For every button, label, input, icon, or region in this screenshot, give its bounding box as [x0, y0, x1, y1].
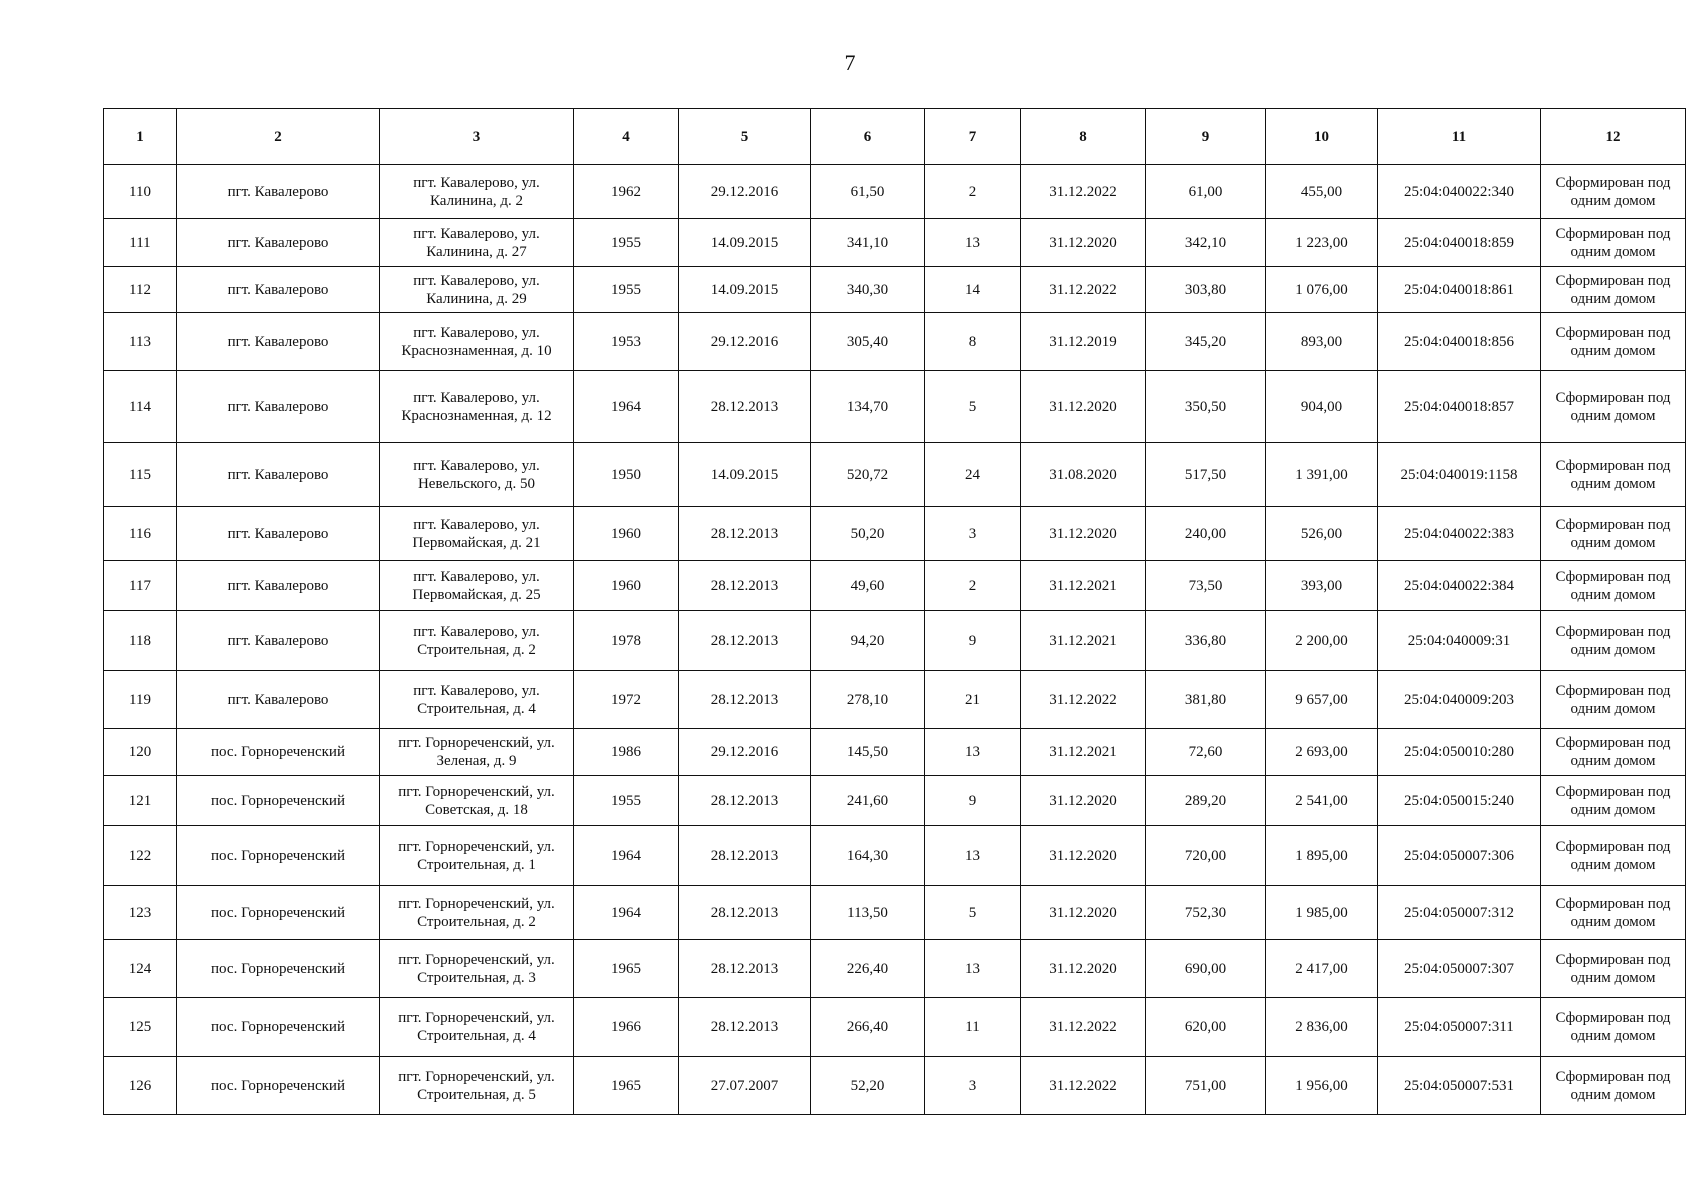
- deadline-cell: 31.12.2021: [1021, 561, 1146, 611]
- status-cell: Сформирован под одним домом: [1541, 940, 1686, 998]
- settlement-cell: пгт. Кавалерово: [177, 671, 380, 729]
- land-area-cell: 393,00: [1266, 561, 1378, 611]
- year-cell: 1955: [574, 267, 679, 313]
- column-header-11: 11: [1378, 109, 1541, 165]
- settlement-cell: пгт. Кавалерово: [177, 561, 380, 611]
- deadline-cell: 31.12.2022: [1021, 1057, 1146, 1115]
- area2-cell: 350,50: [1146, 371, 1266, 443]
- deadline-cell: 31.12.2019: [1021, 313, 1146, 371]
- deadline-cell: 31.12.2022: [1021, 998, 1146, 1057]
- row-number: 124: [104, 940, 177, 998]
- status-cell: Сформирован под одним домом: [1541, 776, 1686, 826]
- table-row: [104, 776, 1686, 826]
- area2-cell: 345,20: [1146, 313, 1266, 371]
- year-cell: 1964: [574, 371, 679, 443]
- cadastre-cell: 25:04:050007:307: [1378, 940, 1541, 998]
- area2-cell: 73,50: [1146, 561, 1266, 611]
- area-cell: 52,20: [811, 1057, 925, 1115]
- year-cell: 1964: [574, 826, 679, 886]
- residents-cell: 14: [925, 267, 1021, 313]
- land-area-cell: 904,00: [1266, 371, 1378, 443]
- row-number: 125: [104, 998, 177, 1057]
- table-row: [104, 611, 1686, 671]
- land-area-cell: 1 223,00: [1266, 219, 1378, 267]
- row-number: 113: [104, 313, 177, 371]
- address-cell: пгт. Горнореченский, ул. Строительная, д. 5: [380, 1057, 574, 1115]
- cadastre-cell: 25:04:040018:861: [1378, 267, 1541, 313]
- date-cell: 14.09.2015: [679, 267, 811, 313]
- row-number: 120: [104, 729, 177, 776]
- status-cell: Сформирован под одним домом: [1541, 219, 1686, 267]
- deadline-cell: 31.12.2022: [1021, 671, 1146, 729]
- cadastre-cell: 25:04:050010:280: [1378, 729, 1541, 776]
- address-cell: пгт. Горнореченский, ул. Зеленая, д. 9: [380, 729, 574, 776]
- residents-cell: 3: [925, 1057, 1021, 1115]
- table-row: [104, 371, 1686, 443]
- area-cell: 145,50: [811, 729, 925, 776]
- date-cell: 28.12.2013: [679, 826, 811, 886]
- residents-cell: 13: [925, 729, 1021, 776]
- settlement-cell: пгт. Кавалерово: [177, 443, 380, 507]
- area-cell: 94,20: [811, 611, 925, 671]
- settlement-cell: пос. Горнореченский: [177, 886, 380, 940]
- column-header-9: 9: [1146, 109, 1266, 165]
- area2-cell: 381,80: [1146, 671, 1266, 729]
- table-row: [104, 443, 1686, 507]
- area-cell: 164,30: [811, 826, 925, 886]
- residents-cell: 13: [925, 940, 1021, 998]
- area2-cell: 620,00: [1146, 998, 1266, 1057]
- settlement-cell: пгт. Кавалерово: [177, 313, 380, 371]
- settlement-cell: пгт. Кавалерово: [177, 611, 380, 671]
- settlement-cell: пос. Горнореченский: [177, 776, 380, 826]
- date-cell: 28.12.2013: [679, 998, 811, 1057]
- area-cell: 520,72: [811, 443, 925, 507]
- cadastre-cell: 25:04:040009:203: [1378, 671, 1541, 729]
- table-header: [104, 109, 1686, 165]
- address-cell: пгт. Горнореченский, ул. Строительная, д. 2: [380, 886, 574, 940]
- land-area-cell: 893,00: [1266, 313, 1378, 371]
- column-header-2: 2: [177, 109, 380, 165]
- address-cell: пгт. Кавалерово, ул. Краснознаменная, д. 12: [380, 371, 574, 443]
- row-number: 118: [104, 611, 177, 671]
- area2-cell: 289,20: [1146, 776, 1266, 826]
- row-number: 121: [104, 776, 177, 826]
- settlement-cell: пгт. Кавалерово: [177, 267, 380, 313]
- year-cell: 1986: [574, 729, 679, 776]
- area2-cell: 61,00: [1146, 165, 1266, 219]
- table-row: [104, 313, 1686, 371]
- date-cell: 29.12.2016: [679, 729, 811, 776]
- cadastre-cell: 25:04:050007:531: [1378, 1057, 1541, 1115]
- settlement-cell: пгт. Кавалерово: [177, 165, 380, 219]
- deadline-cell: 31.12.2022: [1021, 267, 1146, 313]
- settlement-cell: пос. Горнореченский: [177, 998, 380, 1057]
- year-cell: 1964: [574, 886, 679, 940]
- status-cell: Сформирован под одним домом: [1541, 1057, 1686, 1115]
- date-cell: 28.12.2013: [679, 671, 811, 729]
- status-cell: Сформирован под одним домом: [1541, 561, 1686, 611]
- table-row: [104, 826, 1686, 886]
- status-cell: Сформирован под одним домом: [1541, 729, 1686, 776]
- status-cell: Сформирован под одним домом: [1541, 886, 1686, 940]
- address-cell: пгт. Кавалерово, ул. Калинина, д. 2: [380, 165, 574, 219]
- area-cell: 134,70: [811, 371, 925, 443]
- row-number: 110: [104, 165, 177, 219]
- deadline-cell: 31.12.2020: [1021, 940, 1146, 998]
- settlement-cell: пгт. Кавалерово: [177, 507, 380, 561]
- area-cell: 50,20: [811, 507, 925, 561]
- year-cell: 1962: [574, 165, 679, 219]
- status-cell: Сформирован под одним домом: [1541, 371, 1686, 443]
- column-header-10: 10: [1266, 109, 1378, 165]
- area-cell: 113,50: [811, 886, 925, 940]
- year-cell: 1953: [574, 313, 679, 371]
- table-row: [104, 561, 1686, 611]
- residents-cell: 8: [925, 313, 1021, 371]
- deadline-cell: 31.12.2021: [1021, 611, 1146, 671]
- column-header-5: 5: [679, 109, 811, 165]
- status-cell: Сформирован под одним домом: [1541, 267, 1686, 313]
- table-row: [104, 998, 1686, 1057]
- area2-cell: 751,00: [1146, 1057, 1266, 1115]
- column-header-4: 4: [574, 109, 679, 165]
- settlement-cell: пос. Горнореченский: [177, 826, 380, 886]
- residents-cell: 13: [925, 826, 1021, 886]
- area2-cell: 752,30: [1146, 886, 1266, 940]
- area-cell: 341,10: [811, 219, 925, 267]
- year-cell: 1955: [574, 776, 679, 826]
- deadline-cell: 31.12.2022: [1021, 165, 1146, 219]
- cadastre-cell: 25:04:050015:240: [1378, 776, 1541, 826]
- row-number: 114: [104, 371, 177, 443]
- area2-cell: 517,50: [1146, 443, 1266, 507]
- area-cell: 49,60: [811, 561, 925, 611]
- year-cell: 1965: [574, 940, 679, 998]
- cadastre-cell: 25:04:040022:384: [1378, 561, 1541, 611]
- date-cell: 28.12.2013: [679, 776, 811, 826]
- date-cell: 28.12.2013: [679, 940, 811, 998]
- residents-cell: 2: [925, 561, 1021, 611]
- year-cell: 1960: [574, 561, 679, 611]
- land-area-cell: 1 895,00: [1266, 826, 1378, 886]
- date-cell: 29.12.2016: [679, 313, 811, 371]
- settlement-cell: пос. Горнореченский: [177, 1057, 380, 1115]
- land-area-cell: 1 076,00: [1266, 267, 1378, 313]
- area2-cell: 720,00: [1146, 826, 1266, 886]
- row-number: 119: [104, 671, 177, 729]
- residents-cell: 2: [925, 165, 1021, 219]
- area2-cell: 240,00: [1146, 507, 1266, 561]
- address-cell: пгт. Кавалерово, ул. Калинина, д. 29: [380, 267, 574, 313]
- cadastre-cell: 25:04:050007:311: [1378, 998, 1541, 1057]
- deadline-cell: 31.08.2020: [1021, 443, 1146, 507]
- date-cell: 14.09.2015: [679, 219, 811, 267]
- residents-cell: 9: [925, 611, 1021, 671]
- residents-cell: 5: [925, 371, 1021, 443]
- table-row: [104, 165, 1686, 219]
- year-cell: 1965: [574, 1057, 679, 1115]
- address-cell: пгт. Кавалерово, ул. Первомайская, д. 21: [380, 507, 574, 561]
- table-row: [104, 267, 1686, 313]
- table-row: [104, 1057, 1686, 1115]
- row-number: 117: [104, 561, 177, 611]
- address-cell: пгт. Кавалерово, ул. Невельского, д. 50: [380, 443, 574, 507]
- table-row: [104, 886, 1686, 940]
- area2-cell: 336,80: [1146, 611, 1266, 671]
- status-cell: Сформирован под одним домом: [1541, 998, 1686, 1057]
- column-header-12: 12: [1541, 109, 1686, 165]
- land-area-cell: 2 200,00: [1266, 611, 1378, 671]
- date-cell: 29.12.2016: [679, 165, 811, 219]
- settlement-cell: пос. Горнореченский: [177, 729, 380, 776]
- table-row: [104, 729, 1686, 776]
- date-cell: 14.09.2015: [679, 443, 811, 507]
- address-cell: пгт. Кавалерово, ул. Строительная, д. 4: [380, 671, 574, 729]
- table-body: [104, 165, 1686, 1115]
- cadastre-cell: 25:04:050007:312: [1378, 886, 1541, 940]
- date-cell: 28.12.2013: [679, 561, 811, 611]
- cadastre-cell: 25:04:040018:859: [1378, 219, 1541, 267]
- status-cell: Сформирован под одним домом: [1541, 313, 1686, 371]
- cadastre-cell: 25:04:040022:383: [1378, 507, 1541, 561]
- area2-cell: 303,80: [1146, 267, 1266, 313]
- status-cell: Сформирован под одним домом: [1541, 826, 1686, 886]
- deadline-cell: 31.12.2020: [1021, 826, 1146, 886]
- cadastre-cell: 25:04:040022:340: [1378, 165, 1541, 219]
- year-cell: 1960: [574, 507, 679, 561]
- deadline-cell: 31.12.2021: [1021, 729, 1146, 776]
- land-area-cell: 2 417,00: [1266, 940, 1378, 998]
- address-cell: пгт. Кавалерово, ул. Строительная, д. 2: [380, 611, 574, 671]
- residents-cell: 21: [925, 671, 1021, 729]
- date-cell: 28.12.2013: [679, 611, 811, 671]
- row-number: 112: [104, 267, 177, 313]
- status-cell: Сформирован под одним домом: [1541, 611, 1686, 671]
- year-cell: 1966: [574, 998, 679, 1057]
- address-cell: пгт. Горнореченский, ул. Строительная, д. 1: [380, 826, 574, 886]
- cadastre-cell: 25:04:040019:1158: [1378, 443, 1541, 507]
- housing-registry-table: [103, 108, 1686, 1115]
- column-header-3: 3: [380, 109, 574, 165]
- column-header-6: 6: [811, 109, 925, 165]
- row-number: 111: [104, 219, 177, 267]
- land-area-cell: 455,00: [1266, 165, 1378, 219]
- row-number: 122: [104, 826, 177, 886]
- address-cell: пгт. Кавалерово, ул. Краснознаменная, д. 10: [380, 313, 574, 371]
- table-row: [104, 671, 1686, 729]
- deadline-cell: 31.12.2020: [1021, 776, 1146, 826]
- residents-cell: 24: [925, 443, 1021, 507]
- area-cell: 340,30: [811, 267, 925, 313]
- year-cell: 1950: [574, 443, 679, 507]
- status-cell: Сформирован под одним домом: [1541, 671, 1686, 729]
- deadline-cell: 31.12.2020: [1021, 219, 1146, 267]
- header-row: [104, 109, 1686, 165]
- land-area-cell: 1 985,00: [1266, 886, 1378, 940]
- area-cell: 305,40: [811, 313, 925, 371]
- status-cell: Сформирован под одним домом: [1541, 507, 1686, 561]
- settlement-cell: пос. Горнореченский: [177, 940, 380, 998]
- column-header-8: 8: [1021, 109, 1146, 165]
- date-cell: 27.07.2007: [679, 1057, 811, 1115]
- date-cell: 28.12.2013: [679, 886, 811, 940]
- year-cell: 1955: [574, 219, 679, 267]
- row-number: 116: [104, 507, 177, 561]
- deadline-cell: 31.12.2020: [1021, 507, 1146, 561]
- address-cell: пгт. Горнореченский, ул. Строительная, д. 3: [380, 940, 574, 998]
- date-cell: 28.12.2013: [679, 371, 811, 443]
- table-row: [104, 219, 1686, 267]
- area-cell: 226,40: [811, 940, 925, 998]
- area-cell: 278,10: [811, 671, 925, 729]
- land-area-cell: 1 391,00: [1266, 443, 1378, 507]
- cadastre-cell: 25:04:040018:857: [1378, 371, 1541, 443]
- status-cell: Сформирован под одним домом: [1541, 443, 1686, 507]
- area2-cell: 72,60: [1146, 729, 1266, 776]
- area2-cell: 342,10: [1146, 219, 1266, 267]
- address-cell: пгт. Горнореченский, ул. Советская, д. 18: [380, 776, 574, 826]
- year-cell: 1978: [574, 611, 679, 671]
- land-area-cell: 526,00: [1266, 507, 1378, 561]
- residents-cell: 11: [925, 998, 1021, 1057]
- cadastre-cell: 25:04:050007:306: [1378, 826, 1541, 886]
- column-header-1: 1: [104, 109, 177, 165]
- area-cell: 266,40: [811, 998, 925, 1057]
- row-number: 126: [104, 1057, 177, 1115]
- area-cell: 61,50: [811, 165, 925, 219]
- residents-cell: 9: [925, 776, 1021, 826]
- residents-cell: 3: [925, 507, 1021, 561]
- deadline-cell: 31.12.2020: [1021, 886, 1146, 940]
- status-cell: Сформирован под одним домом: [1541, 165, 1686, 219]
- land-area-cell: 2 836,00: [1266, 998, 1378, 1057]
- land-area-cell: 2 541,00: [1266, 776, 1378, 826]
- area2-cell: 690,00: [1146, 940, 1266, 998]
- residents-cell: 5: [925, 886, 1021, 940]
- settlement-cell: пгт. Кавалерово: [177, 219, 380, 267]
- address-cell: пгт. Кавалерово, ул. Первомайская, д. 25: [380, 561, 574, 611]
- row-number: 115: [104, 443, 177, 507]
- cadastre-cell: 25:04:040009:31: [1378, 611, 1541, 671]
- table-row: [104, 507, 1686, 561]
- settlement-cell: пгт. Кавалерово: [177, 371, 380, 443]
- land-area-cell: 9 657,00: [1266, 671, 1378, 729]
- land-area-cell: 2 693,00: [1266, 729, 1378, 776]
- address-cell: пгт. Кавалерово, ул. Калинина, д. 27: [380, 219, 574, 267]
- row-number: 123: [104, 886, 177, 940]
- year-cell: 1972: [574, 671, 679, 729]
- cadastre-cell: 25:04:040018:856: [1378, 313, 1541, 371]
- table-row: [104, 940, 1686, 998]
- area-cell: 241,60: [811, 776, 925, 826]
- page-number: 7: [844, 50, 856, 75]
- residents-cell: 13: [925, 219, 1021, 267]
- column-header-7: 7: [925, 109, 1021, 165]
- date-cell: 28.12.2013: [679, 507, 811, 561]
- land-area-cell: 1 956,00: [1266, 1057, 1378, 1115]
- deadline-cell: 31.12.2020: [1021, 371, 1146, 443]
- address-cell: пгт. Горнореченский, ул. Строительная, д. 4: [380, 998, 574, 1057]
